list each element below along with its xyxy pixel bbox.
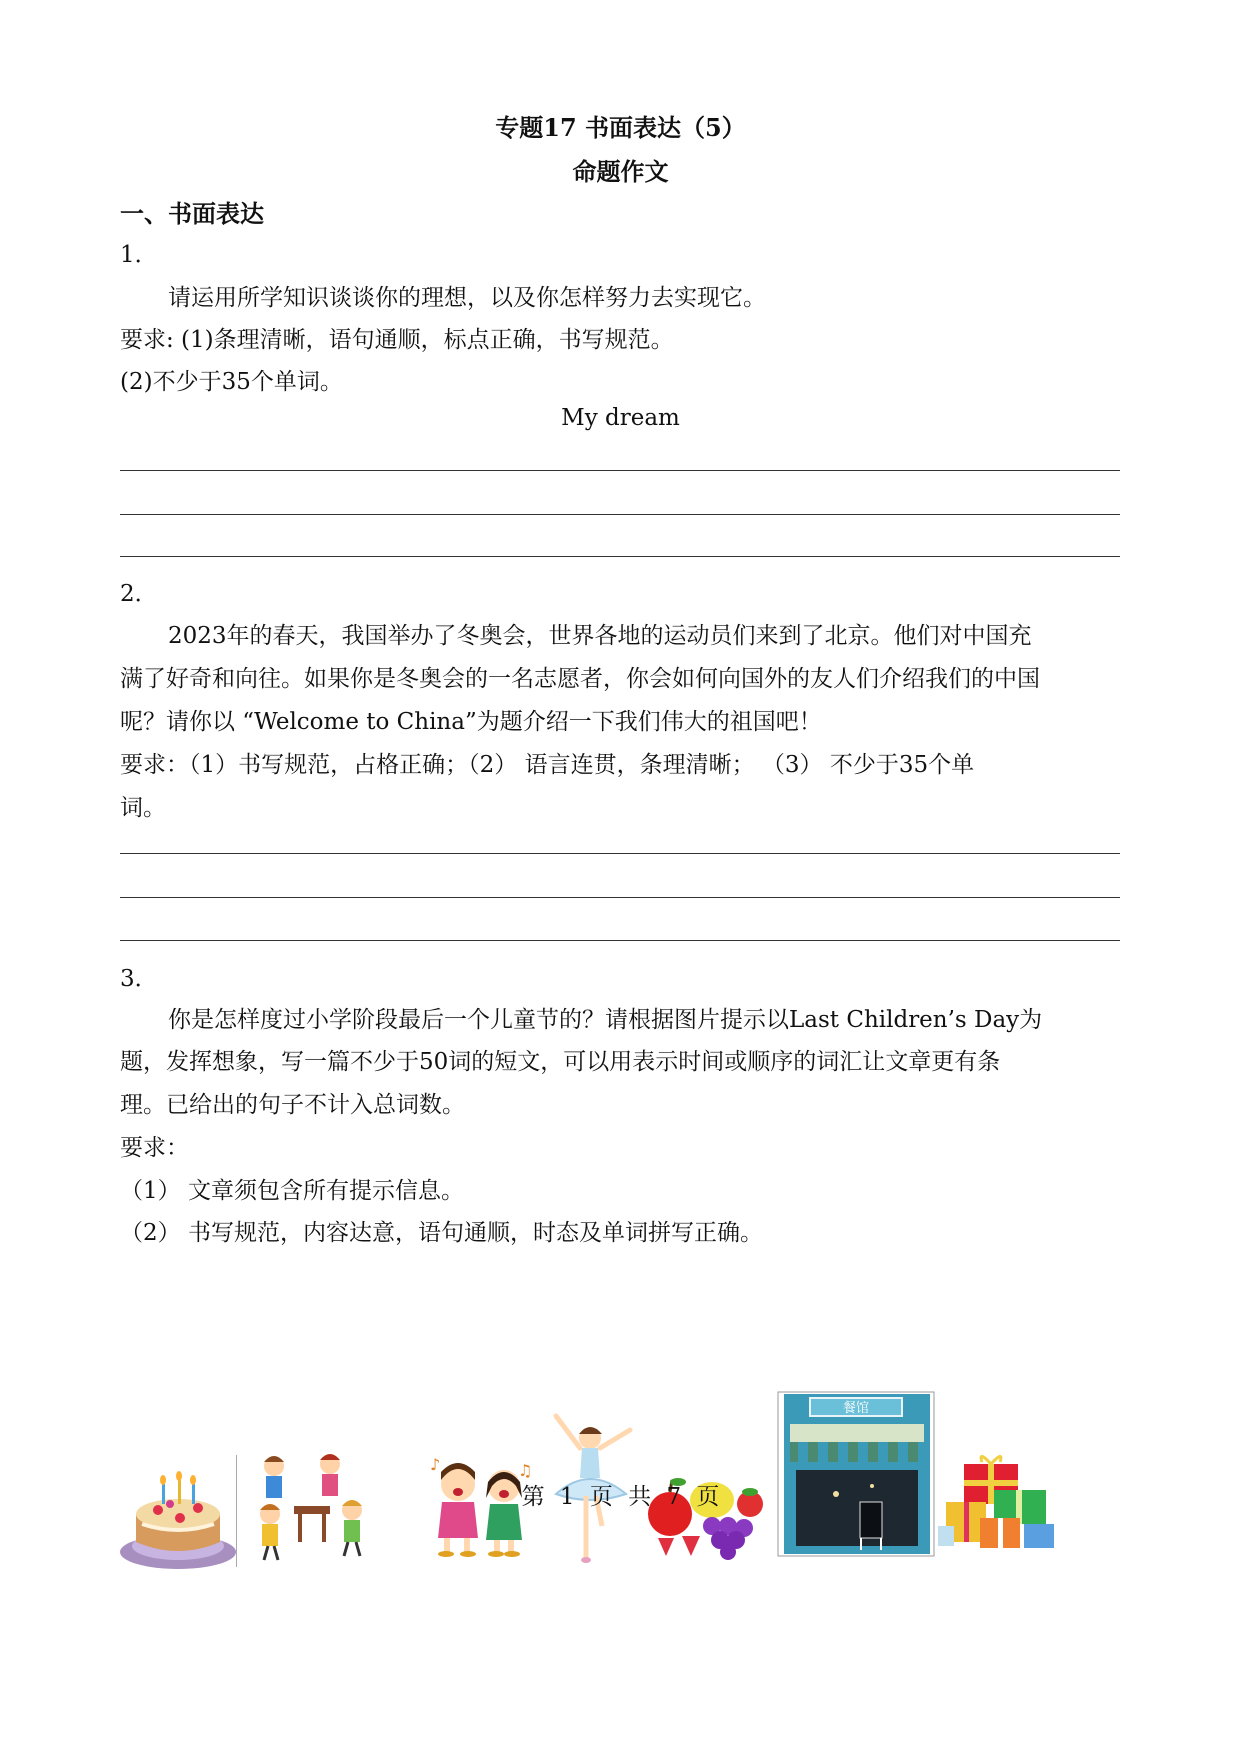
restaurant-sign: 餐馆	[842, 1401, 870, 1416]
question-1-prompt: 请运用所学知识谈谈你的理想，以及你怎样努力去实现它。	[168, 285, 766, 311]
question-3-requirement-2: （2） 书写规范，内容达意，语句通顺，时态及单词拼写正确。	[120, 1220, 763, 1246]
question-2-text-line-3: 呢？请你以 “Welcome to China”为题介绍一下我们伟大的祖国吧！	[120, 709, 822, 735]
answer-line[interactable]	[120, 853, 1120, 854]
page-subtitle: 命题作文	[572, 157, 669, 186]
page-number: 第 1 页 共 7 页	[521, 1484, 720, 1510]
question-3-text-line-1: 你是怎样度过小学阶段最后一个儿童节的？请根据图片提示以Last Children’s Day为	[168, 1007, 1043, 1033]
question-2-requirement-cont: 词。	[120, 795, 166, 821]
section-heading: 一、书面表达	[120, 199, 264, 228]
question-2-text-line-2: 满了好奇和向往。如果你是冬奥会的一名志愿者，你会如何向国外的友人们介绍我们的中国	[120, 666, 1040, 692]
question-2-text-line-1: 2023年的春天，我国举办了冬奥会，世界各地的运动员们来到了北京。他们对中国充	[168, 623, 1032, 649]
answer-line[interactable]	[120, 514, 1120, 515]
question-1-requirement-1: 要求: (1)条理清晰，语句通顺，标点正确，书写规范。	[120, 327, 674, 353]
question-1-requirement-2: (2)不少于35个单词。	[120, 369, 343, 395]
answer-line[interactable]	[120, 470, 1120, 471]
answer-line[interactable]	[120, 897, 1120, 898]
question-3-requirement-1: （1） 文章须包含所有提示信息。	[120, 1178, 464, 1204]
essay-title: My dream	[561, 405, 680, 431]
page-title: 专题17 书面表达（5）	[495, 113, 746, 142]
question-3-text-line-3: 理。已给出的句子不计入总词数。	[120, 1092, 465, 1118]
image-divider	[236, 1455, 237, 1567]
answer-line[interactable]	[120, 940, 1120, 941]
question-3-requirement-label: 要求：	[120, 1135, 189, 1161]
svg-text:♫: ♫	[518, 1461, 533, 1480]
question-1-number: 1．	[120, 242, 158, 268]
question-2-number: 2．	[120, 581, 158, 607]
svg-text:♪: ♪	[430, 1455, 441, 1474]
question-2-requirement: 要求：（1）书写规范，占格正确；（2） 语言连贯，条理清晰； （3） 不少于35个单	[120, 752, 975, 778]
question-3-text-line-2: 题，发挥想象，写一篇不少于50词的短文，可以用表示时间或顺序的词汇让文章更有条	[120, 1049, 1001, 1075]
question-3-number: 3．	[120, 966, 158, 992]
answer-line[interactable]	[120, 556, 1120, 557]
restaurant-icon	[776, 1390, 936, 1558]
